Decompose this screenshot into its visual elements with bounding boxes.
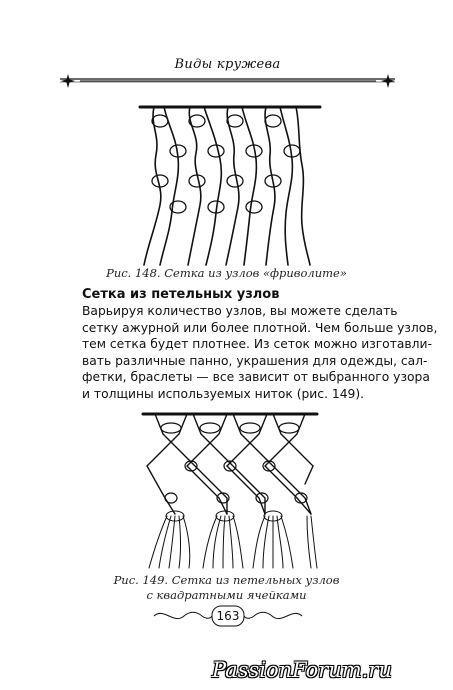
body-paragraph [82,303,438,403]
watermark: PassionForum.ru [212,658,392,682]
paragraph-line: сетку ажурной или более плотной. Чем больше узлов, [82,320,438,335]
paragraph-line: фетки, браслеты — все зависит от выбранного узора [82,370,430,385]
paragraph-line: Варьируя количество узлов, вы можете сделать [82,304,398,318]
section-heading: Сетка из петельных узлов [82,287,280,302]
paragraph-line: вать различные панно, украшения для одежды, сал- [82,353,428,368]
figure-149-caption [60,573,393,603]
figure-149-illustration [135,404,325,572]
paragraph-line: и толщины используемых ниток (рис. 149). [82,386,365,401]
figure-149-caption-line: с квадратными ячейками [146,588,307,602]
figure-148-illustration [130,95,330,267]
ornament-divider-top [58,74,398,88]
page-number-ornament [150,603,306,629]
figure-149-caption-line: Рис. 149. Сетка из петельных узлов [113,573,340,587]
header-title: Виды кружева [174,57,281,72]
page-number: 163 [216,609,240,623]
figure-148-caption: Рис. 148. Сетка из узлов «фриволите» [106,266,347,280]
paragraph-line: тем сетка будет плотнее. Из сеток можно изготавли- [82,337,432,352]
